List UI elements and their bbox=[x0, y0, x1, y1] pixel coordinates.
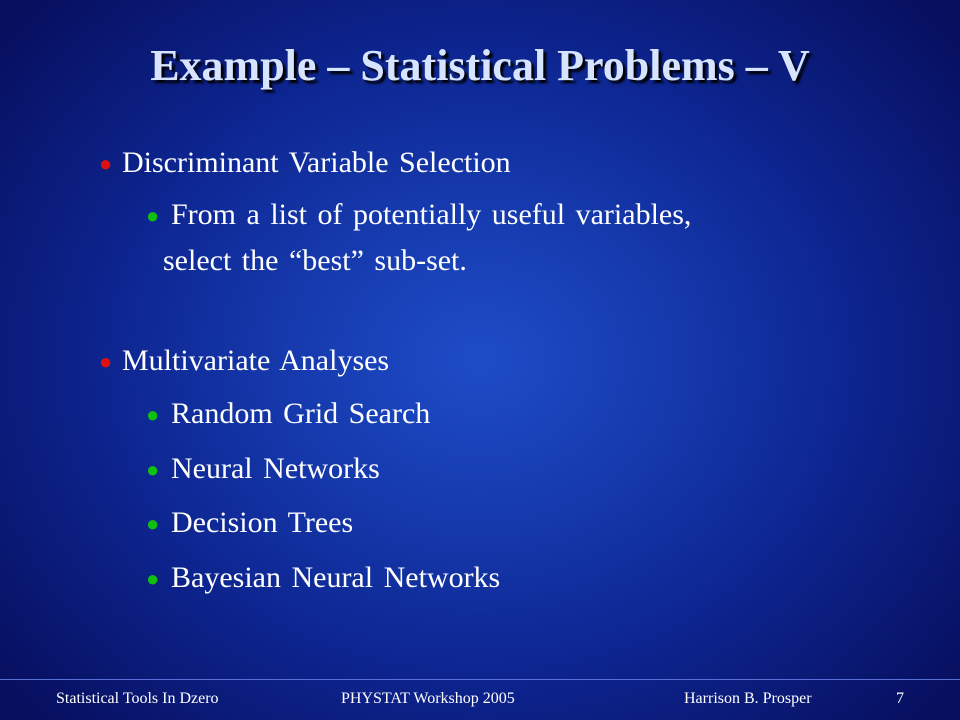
sub-bullet-item-2-4: Bayesian Neural Networks bbox=[171, 561, 501, 594]
sub-bullet-item-1-1-continuation: select the “best” sub-set. bbox=[163, 244, 467, 277]
sub-bullet-item-2-2: Neural Networks bbox=[171, 452, 380, 485]
sub-bullet-item-2-1: Random Grid Search bbox=[171, 397, 431, 430]
footer-divider bbox=[0, 679, 960, 680]
sub-bullet-dot-icon: ● bbox=[146, 566, 160, 591]
bullet-item-1: Discriminant Variable Selection bbox=[122, 146, 511, 179]
bullet-item-2: Multivariate Analyses bbox=[122, 344, 390, 377]
footer-center-text: PHYSTAT Workshop 2005 bbox=[341, 690, 515, 707]
sub-bullet-item-2-3: Decision Trees bbox=[171, 506, 354, 539]
sub-bullet-dot-icon: ● bbox=[146, 402, 160, 427]
footer-left-text: Statistical Tools In Dzero bbox=[56, 690, 219, 707]
footer-right-text: Harrison B. Prosper bbox=[684, 690, 812, 707]
sub-bullet-dot-icon: ● bbox=[146, 457, 160, 482]
sub-bullet-dot-icon: ● bbox=[146, 203, 160, 228]
bullet-dot-icon: ● bbox=[99, 151, 113, 176]
sub-bullet-item-1-1: From a list of potentially useful variables, bbox=[171, 198, 692, 231]
page-number: 7 bbox=[896, 690, 904, 707]
bullet-dot-icon: ● bbox=[99, 349, 113, 374]
sub-bullet-dot-icon: ● bbox=[146, 511, 160, 536]
slide-title: Example – Statistical Problems – V bbox=[150, 41, 810, 90]
